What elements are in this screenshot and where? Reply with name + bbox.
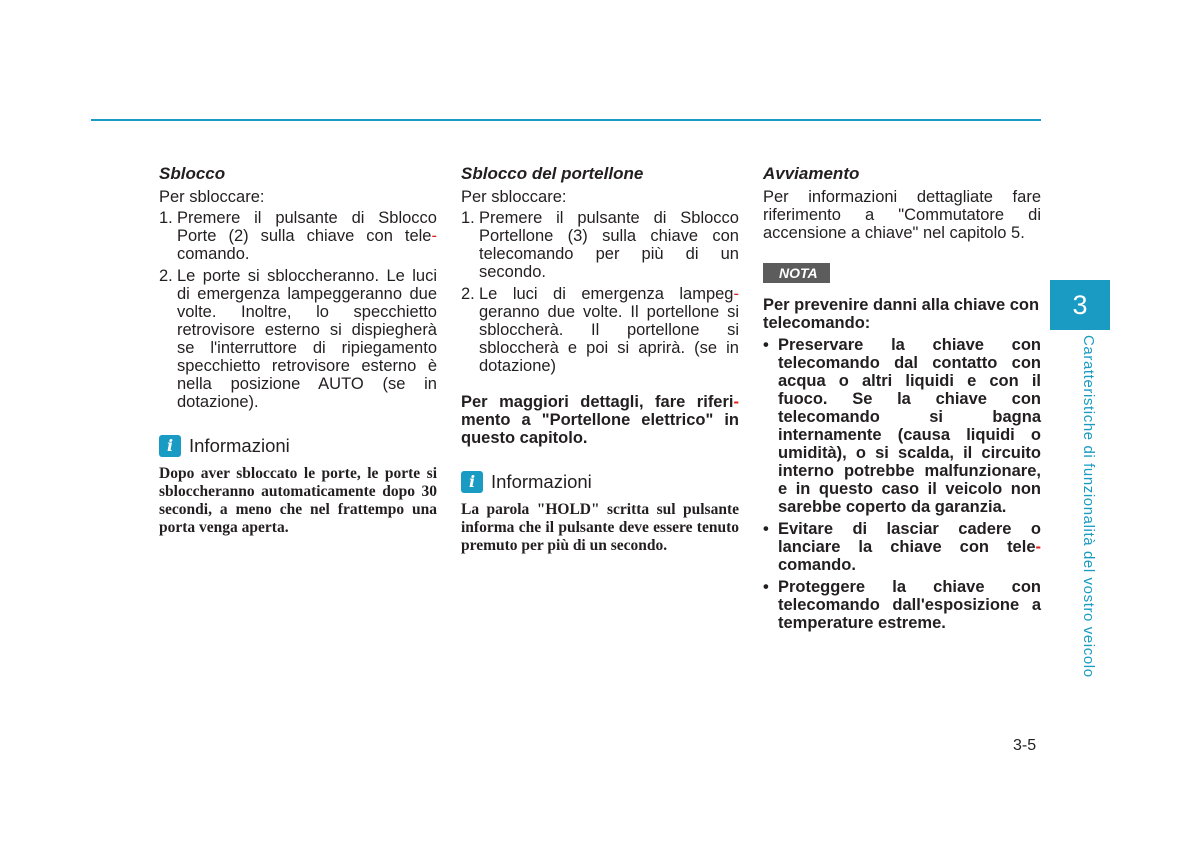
info-title: Informazioni <box>491 471 592 492</box>
steps-list <box>159 209 437 411</box>
column-avviamento <box>763 163 1041 636</box>
info-title: Informazioni <box>189 435 290 456</box>
page-number: 3-5 <box>1013 737 1037 754</box>
item-number: 1. <box>461 209 475 227</box>
chapter-title: Caratteristiche di funzionalità del vostro veicolo <box>1080 335 1097 678</box>
chapter-tab: 3 <box>1050 280 1110 330</box>
bullet-text: Preservare la chiave con telecomando dal contatto con acqua o altri liquidi e con il fuoco. Se la chiave con telecomando si bagna internamente (causa liquidi o umidità), o si scalda, il circuito interno potrebbe malfunzionare, e in questo caso il veicolo non sarebbe coperto da garanzia. <box>778 336 1041 516</box>
info-icon: i <box>461 471 483 493</box>
info-text: La parola "HOLD" scritta sul pulsante informa che il pulsante deve essere tenuto premuto per più di un secondo. <box>461 501 739 554</box>
column-sblocco <box>159 163 437 537</box>
nota-label: NOTA <box>763 263 830 283</box>
info-text: Dopo aver sbloccato le porte, le porte si sbloccheranno automaticamente dopo 30 secondi, a meno che nel frattempo una porta venga aperta. <box>159 465 437 536</box>
body-text: Per informazioni dettagliate fare riferimento a "Commutatore di accensione a chiave" nel capitolo 5. <box>763 188 1041 242</box>
info-heading <box>461 471 739 493</box>
bold-note: Per maggiori dettagli, fare riferi-mento a "Portellone elettrico" in questo capitolo. <box>461 393 739 447</box>
info-heading <box>159 435 437 457</box>
section-heading: Sblocco del portellone <box>461 164 644 183</box>
section-heading: Avviamento <box>763 164 860 183</box>
bullet-text: Evitare di lasciar cadere o lanciare la chiave con tele-comando. <box>778 520 1041 574</box>
item-number: 2. <box>159 267 173 285</box>
bullet-text: Proteggere la chiave con telecomando dall'esposizione a temperature estreme. <box>778 578 1041 632</box>
intro-text: Per sbloccare: <box>461 188 567 206</box>
section-heading: Sblocco <box>159 164 226 183</box>
list-item <box>763 336 1041 516</box>
list-item <box>159 267 437 411</box>
item-text: Premere il pulsante di Sblocco Porte (2) sulla chiave con tele-comando. <box>177 209 437 263</box>
column-sblocco-portellone <box>461 163 739 555</box>
intro-text: Per sbloccare: <box>159 188 265 206</box>
item-number: 1. <box>159 209 173 227</box>
nota-bullets <box>763 336 1041 632</box>
list-item <box>461 285 739 375</box>
item-text: Le luci di emergenza lampeg-geranno due volte. Il portellone si sbloccherà. Il portellone si sbloccherà e poi si aprirà. (se in dotazione) <box>479 285 739 375</box>
steps-list <box>461 209 739 375</box>
header-rule <box>91 119 1041 121</box>
item-text: Premere il pulsante di Sblocco Portellone (3) sulla chiave con telecomando per più di un secondo. <box>479 209 739 281</box>
bullet-icon: • <box>763 578 769 596</box>
info-icon: i <box>159 435 181 457</box>
item-number: 2. <box>461 285 475 303</box>
bullet-icon: • <box>763 336 769 354</box>
list-item <box>763 578 1041 632</box>
list-item <box>461 209 739 281</box>
nota-intro: Per prevenire danni alla chiave con telecomando: <box>763 296 1040 332</box>
list-item <box>763 520 1041 574</box>
list-item <box>159 209 437 263</box>
item-text: Le porte si sbloccheranno. Le luci di emergenza lampeggeranno due volte. Inoltre, lo specchietto retrovisore esterno si dispiegherà se l'interruttore di ripiegamento specchietto retrovisore esterno è nella posizione AUTO (se in dotazione). <box>177 267 437 411</box>
bullet-icon: • <box>763 520 769 538</box>
